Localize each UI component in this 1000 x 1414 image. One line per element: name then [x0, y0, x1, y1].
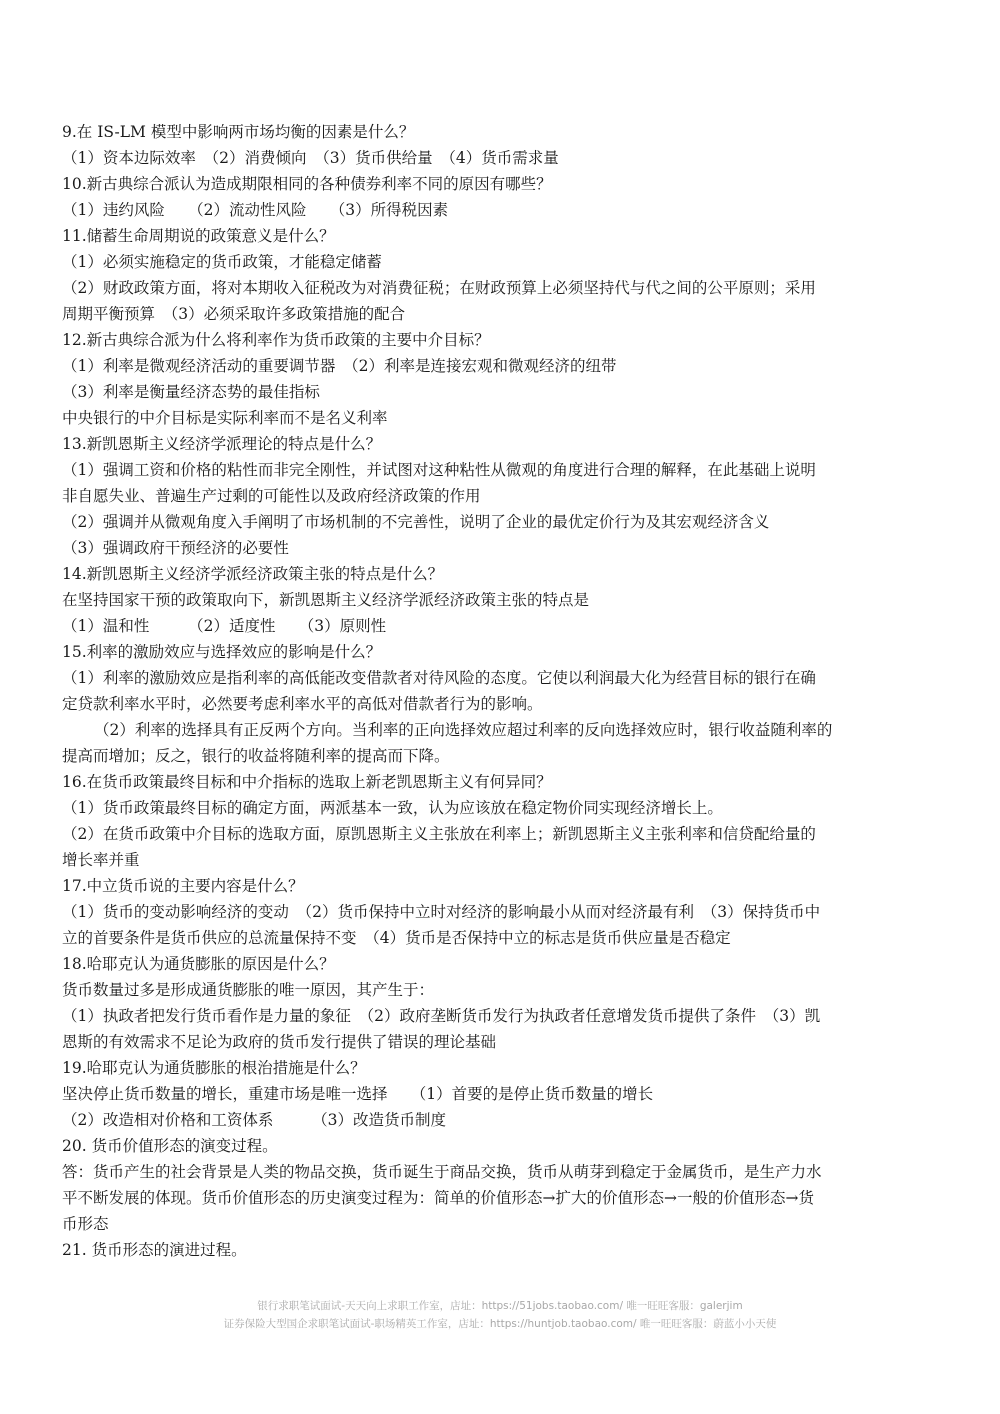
question-heading: 15.利率的激励效应与选择效应的影响是什么？ [62, 643, 382, 661]
answer-text: （1）执政者把发行货币看作是力量的象征 （2）政府垄断货币发行为执政者任意增发货币提供了条件 （3）凯 [62, 1007, 821, 1025]
answer-text: 提高而增加；反之，银行的收益将随利率的提高而下降。 [62, 747, 450, 765]
answer-text: （1）货币的变动影响经济的变动 （2）货币保持中立时对经济的影响最小从而对经济最有利 （3）保持货币中 [62, 903, 821, 921]
answer-text: （1）温和性 （2）适度性 （3）原则性 [62, 617, 387, 635]
question-heading: 14.新凯恩斯主义经济学派经济政策主张的特点是什么？ [62, 565, 444, 583]
answer-text: 答：货币产生的社会背景是人类的物品交换，货币诞生于商品交换，货币从萌芽到稳定于金属货币，是生产力水 [62, 1163, 822, 1181]
answer-text: （1）违约风险 （2）流动性风险 （3）所得税因素 [62, 201, 449, 219]
question-heading: 18.哈耶克认为通货膨胀的原因是什么？ [62, 955, 335, 973]
answer-text: （2）财政政策方面，将对本期收入征税改为对消费征税；在财政预算上必须坚持代与代之间的公平原则；采用 [62, 279, 816, 297]
question-heading: 9.在 IS-LM 模型中影响两市场均衡的因素是什么？ [62, 123, 415, 141]
question-heading: 10.新古典综合派认为造成期限相同的各种债券利率不同的原因有哪些？ [62, 175, 552, 193]
answer-text: （1）必须实施稳定的货币政策，才能稳定储蓄 [62, 253, 382, 271]
footer-line-2: 证券保险大型国企求职笔试面试-职场精英工作室，店址：https://huntjob.taobao.com/ 唯一旺旺客服：蔚蓝小小天使 [223, 1318, 777, 1330]
answer-text: （2）在货币政策中介目标的选取方面，原凯恩斯主义主张放在利率上；新凯恩斯主义主张利率和信贷配给量的 [62, 825, 816, 843]
document-body [62, 119, 942, 1263]
answer-text: 非自愿失业、普遍生产过剩的可能性以及政府经济政策的作用 [62, 487, 481, 505]
answer-text: 币形态 [62, 1215, 109, 1233]
answer-text: （3）强调政府干预经济的必要性 [62, 539, 289, 557]
answer-text: 定贷款利率水平时，必然要考虑利率水平的高低对借款者行为的影响。 [62, 695, 543, 713]
question-heading: 21. 货币形态的演进过程。 [62, 1241, 247, 1259]
question-heading: 12.新古典综合派为什么将利率作为货币政策的主要中介目标？ [62, 331, 490, 349]
answer-text: 货币数量过多是形成通货膨胀的唯一原因，其产生于： [62, 981, 435, 999]
answer-text: 在坚持国家干预的政策取向下，新凯恩斯主义经济学派经济政策主张的特点是 [62, 591, 590, 609]
answer-text: （1）利率是微观经济活动的重要调节器 （2）利率是连接宏观和微观经济的纽带 [62, 357, 617, 375]
question-heading: 17.中立货币说的主要内容是什么？ [62, 877, 304, 895]
answer-text: （3）利率是衡量经济态势的最佳指标 [62, 383, 320, 401]
answer-text: （2）改造相对价格和工资体系 （3）改造货币制度 [62, 1111, 446, 1129]
answer-text: （1）货币政策最终目标的确定方面，两派基本一致，认为应该放在稳定物价同实现经济增长上。 [62, 799, 723, 817]
question-heading: 19.哈耶克认为通货膨胀的根治措施是什么？ [62, 1059, 366, 1077]
answer-text: （2）利率的选择具有正反两个方向。当利率的正向选择效应超过利率的反向选择效应时，银行收益随利率的 [94, 721, 833, 739]
answer-text: 立的首要条件是货币供应的总流量保持不变 （4）货币是否保持中立的标志是货币供应量是否稳定 [62, 929, 731, 947]
answer-text: 平不断发展的体现。货币价值形态的历史演变过程为：简单的价值形态→扩大的价值形态→一般的价值形态→货 [62, 1189, 814, 1207]
footer-line-1: 银行求职笔试面试-天天向上求职工作室，店址：https://51jobs.taobao.com/ 唯一旺旺客服：galerjim [257, 1300, 743, 1312]
question-heading: 20. 货币价值形态的演变过程。 [62, 1137, 278, 1155]
answer-text: 周期平衡预算 （3）必须采取许多政策措施的配合 [62, 305, 406, 323]
answer-text: 恩斯的有效需求不足论为政府的货币发行提供了错误的理论基础 [62, 1033, 497, 1051]
question-heading: 13.新凯恩斯主义经济学派理论的特点是什么？ [62, 435, 382, 453]
answer-text: （2）强调并从微观角度入手阐明了市场机制的不完善性，说明了企业的最优定价行为及其宏观经济含义 [62, 513, 770, 531]
answer-text: （1）资本边际效率 （2）消费倾向 （3）货币供给量 （4）货币需求量 [62, 149, 559, 167]
answer-text: （1）利率的激励效应是指利率的高低能改变借款者对待风险的态度。它使以利润最大化为经营目标的银行在确 [62, 669, 816, 687]
question-heading: 16.在货币政策最终目标和中介指标的选取上新老凯恩斯主义有何异同？ [62, 773, 552, 791]
answer-text: 增长率并重 [62, 851, 140, 869]
answer-text: 坚决停止货币数量的增长，重建市场是唯一选择 （1）首要的是停止货币数量的增长 [62, 1085, 654, 1103]
answer-text: 中央银行的中介目标是实际利率而不是名义利率 [62, 409, 388, 427]
answer-text: （1）强调工资和价格的粘性而非完全刚性，并试图对这种粘性从微观的角度进行合理的解释，在此基础上说明 [62, 461, 816, 479]
question-heading: 11.储蓄生命周期说的政策意义是什么？ [62, 227, 335, 245]
